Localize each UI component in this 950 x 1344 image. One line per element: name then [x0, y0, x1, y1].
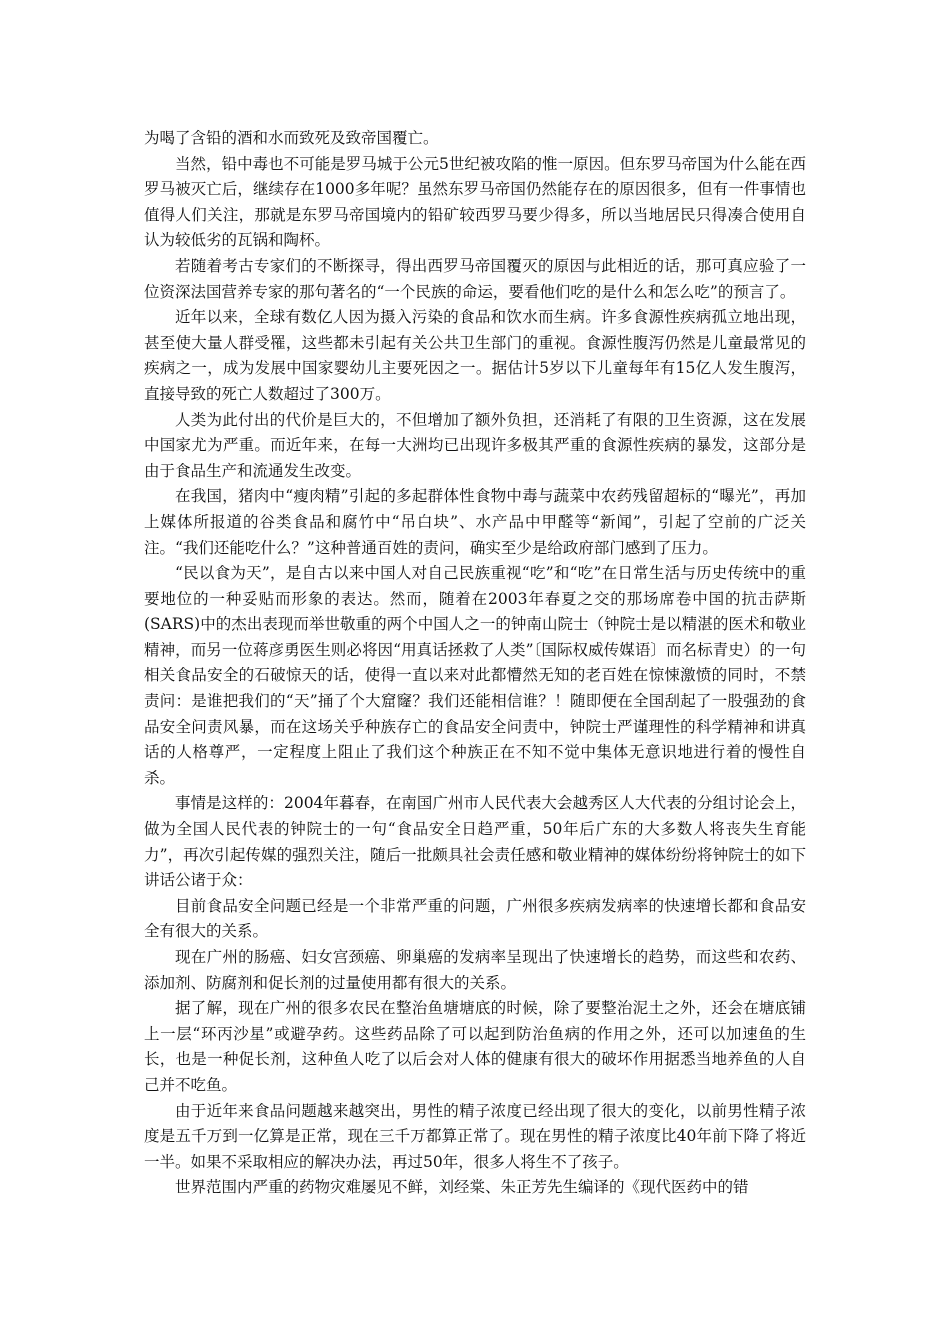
paragraph-2: 当然，铅中毒也不可能是罗马城于公元5世纪被攻陷的惟一原因。但东罗马帝国为什么能在西罗马被灭亡后，继续存在1000多年呢？虽然东罗马帝国仍然能存在的原因很多，但有一件事情也值得人们关注，那就是东罗马帝国境内的铅矿较西罗马要少得多，所以当地居民只得凑合使用自认为较低劣的瓦锅和陶杯。	[144, 154, 806, 250]
document-body	[144, 126, 806, 1201]
paragraph-1: 为喝了含铅的酒和水而致死及致帝国覆亡。	[144, 129, 439, 147]
paragraph-8: 事情是这样的：2004年暮春，在南国广州市人民代表大会越秀区人大代表的分组讨论会上，做为全国人民代表的钟院士的一句“食品安全日趋严重，50年后广东的大多数人将丧失生育能力”，再次引起传媒的强烈关注，随后一批颇具社会责任感和敬业精神的媒体纷纷将钟院士的如下讲话公诸于众：	[144, 794, 806, 890]
paragraph-5: 人类为此付出的代价是巨大的，不但增加了额外负担，还消耗了有限的卫生资源，这在发展中国家尤为严重。而近年来，在每一大洲均已出现许多极其严重的食源性疾病的暴发，这部分是由于食品生产和流通发生改变。	[144, 410, 806, 480]
paragraph-4: 近年以来，全球有数亿人因为摄入污染的食品和饮水而生病。许多食源性疾病孤立地出现，甚至使大量人群受罹，这些都未引起有关公共卫生部门的重视。食源性腹泻仍然是儿童最常见的疾病之一，成为发展中国家婴幼儿主要死因之一。据估计5岁以下儿童每年有15亿人发生腹泻，直接导致的死亡人数超过了300万。	[144, 308, 806, 403]
paragraph-13: 世界范围内严重的药物灾难屡见不鲜，刘经棠、朱正芳先生编译的《现代医药中的错	[175, 1178, 749, 1197]
paragraph-11: 据了解，现在广州的很多农民在整治鱼塘塘底的时候，除了要整治泥土之外，还会在塘底铺上一层“环丙沙星”或避孕药。这些药品除了可以起到防治鱼病的作用之外，还可以加速鱼的生长，也是一种促长剂，这种鱼人吃了以后会对人体的健康有很大的破坏作用据悉当地养鱼的人自己并不吃鱼。	[144, 999, 806, 1094]
paragraph-6: 在我国，猪肉中“瘦肉精”引起的多起群体性食物中毒与蔬菜中农药残留超标的“曝光”，再加上媒体所报道的谷类食品和腐竹中“吊白块”、水产品中甲醛等“新闻”，引起了空前的广泛关注。“我们还能吃什么？”这种普通百姓的责问，确实至少是给政府部门感到了压力。	[144, 487, 806, 557]
paragraph-3: 若随着考古专家们的不断探寻，得出西罗马帝国覆灭的原因与此相近的话，那可真应验了一位资深法国营养专家的那句著名的“一个民族的命运，要看他们吃的是什么和怎么吃”的预言了。	[144, 256, 806, 301]
paragraph-12: 由于近年来食品问题越来越突出，男性的精子浓度已经出现了很大的变化，以前男性精子浓度是五千万到一亿算是正常，现在三千万都算正常了。现在男性的精子浓度比40年前下降了将近一半。如果不采取相应的解决办法，再过50年，很多人将生不了孩子。	[144, 1101, 806, 1171]
paragraph-10: 现在广州的肠癌、妇女宫颈癌、卵巢癌的发病率呈现出了快速增长的趋势，而这些和农药、添加剂、防腐剂和促长剂的过量使用都有很大的关系。	[144, 948, 806, 992]
paragraph-7: “民以食为天”，是自古以来中国人对自己民族重视“吃”和“吃”在日常生活与历史传统中的重要地位的一种妥贴而形象的表达。然而，随着在2003年春夏之交的那场席卷中国的抗击萨斯(SARS)中的杰出表现而举世敬重的两个中国人之一的钟南山院士（钟院士是以精湛的医术和敬业精神，而另一位蒋彦勇医生则必将因“用真话拯救了人类”〔国际权威传媒语〕而名标青史）的一句相关食品安全的石破惊天的话，使得一直以来对此都懵然无知的老百姓在惊悚激愤的同时，不禁责问：是谁把我们的“天”捅了个大窟窿？我们还能相信谁？！随即便在全国刮起了一股强劲的食品安全问责风暴，而在这场关乎种族存亡的食品安全问责中，钟院士严谨理性的科学精神和讲真话的人格尊严，一定程度上阻止了我们这个种族正在不知不觉中集体无意识地进行着的慢性自杀。	[144, 564, 806, 787]
paragraph-9: 目前食品安全问题已经是一个非常严重的问题，广州很多疾病发病率的快速增长都和食品安全有很大的关系。	[144, 896, 806, 941]
